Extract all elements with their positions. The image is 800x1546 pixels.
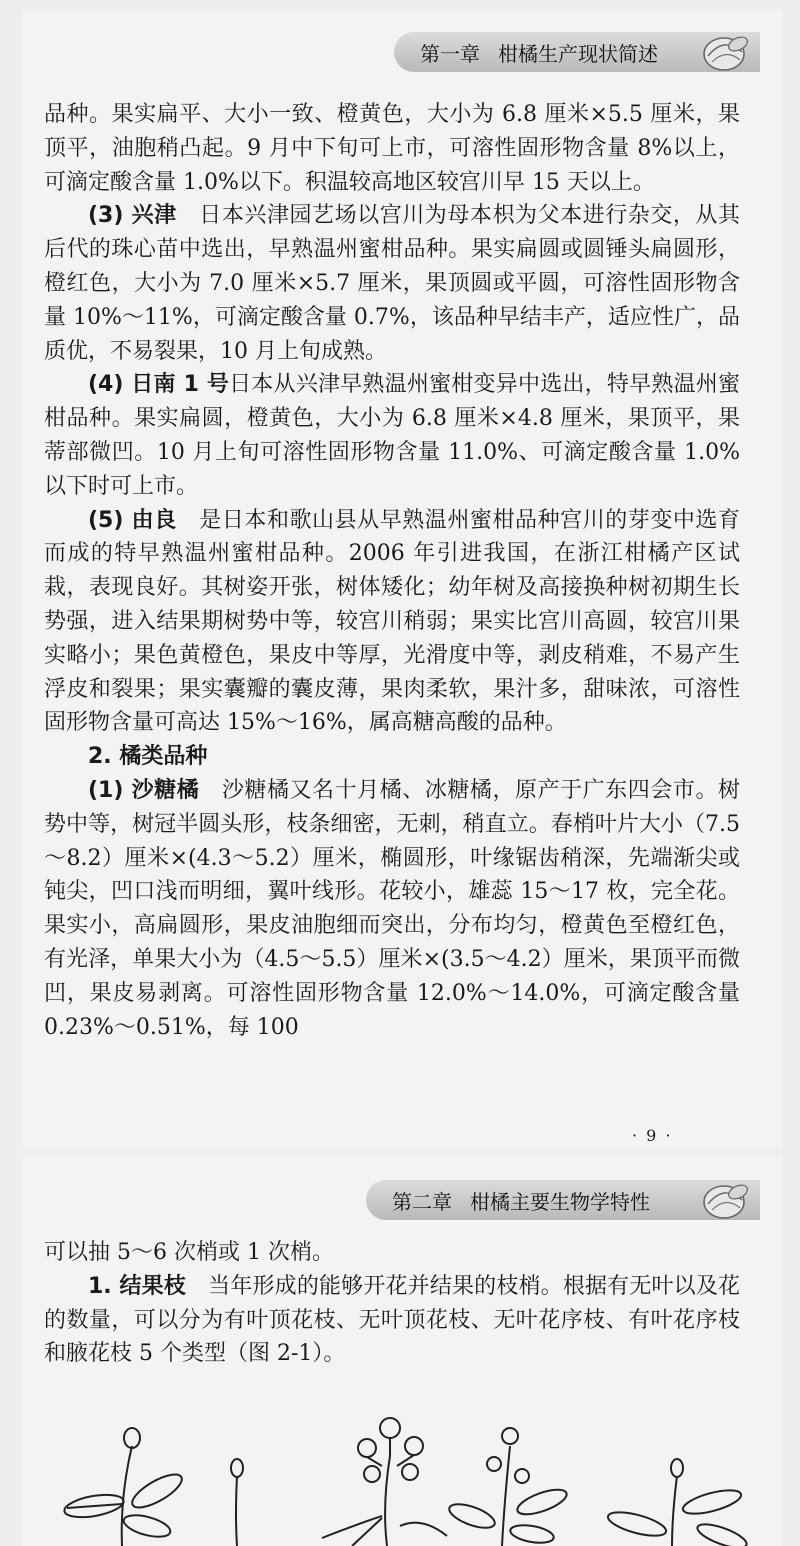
variety-heading: (3) 兴津 [88,203,177,229]
book-page-next [22,1156,782,1546]
paragraph-text: 日本兴津园艺场以宫川为母本枳为父本进行杂交，从其后代的珠心苗中选出，早熟温州蜜柑品种。果实扁圆或圆锤头扁圆形，橙红色，大小为 7.0 厘米×5.7 厘米，果顶圆或平圆，可溶性固形物含量 10%～11%，可滴定酸含量 0.7%，该品种早结丰产，适应性广，品质优，不易裂果，10 月上旬成熟。 [44,203,740,364]
page-body [44,98,740,1044]
paragraph [44,504,740,741]
fruiting-branch-figure [22,1406,782,1546]
paragraph [44,98,740,199]
branch-illustration-5 [606,1459,749,1546]
chapter-title: 柑橘生产现状简述 [498,41,658,66]
section-heading-text: 2. 橘类品种 [88,744,208,770]
section-heading-text: 1. 结果枝 [88,1273,186,1299]
paragraph [44,774,740,1044]
branch-illustration-2 [231,1459,243,1546]
chapter-number: 第一章 [420,41,480,66]
paragraph-text: 可以抽 5～6 次梢或 1 次梢。 [44,1240,334,1265]
page-body [44,1236,740,1371]
variety-heading: (5) 由良 [88,507,177,533]
paragraph-text: 沙糖橘又名十月橘、冰糖橘，原产于广东四会市。树势中等，树冠半圆头形，枝条细密，无刺，稍直立。春梢叶片大小（7.5～8.2）厘米×(4.3～5.2）厘米，椭圆形，叶缘锯齿稍深，先端渐尖或钝尖，凹口浅而明细，翼叶线形。花较小，雄蕊 15～17 枚，完全花。果实小，高扁圆形，果皮油胞细而突出，分布均匀，橙黄色至橙红色，有光泽，单果大小为（4.5～5.5）厘米×(3.5～4.2）厘米，果顶平而微凹，果皮易剥离。可溶性固形物含量 12.0%～14.0%，可滴定酸含量 0.23%～0.51%，每 100 [44,777,740,1040]
chapter-header [366,1180,760,1220]
citrus-logo-icon [698,1174,754,1226]
book-page-9 [22,10,782,1148]
paragraph-text: 当年形成的能够开花并结果的枝梢。根据有无叶以及花的数量，可以分为有叶顶花枝、无叶顶花枝、无叶花序枝、有叶花序枝和腋花枝 5 个类型（图 2-1）。 [44,1273,740,1367]
branch-illustration-4 [446,1428,569,1546]
paragraph [44,199,740,368]
paragraph [44,368,740,503]
variety-heading: (1) 沙糖橘 [88,777,200,803]
chapter-title: 柑橘主要生物学特性 [470,1189,650,1214]
paragraph-text: 日本从兴津早熟温州蜜柑变异中选出，特早熟温州蜜柑品种。果实扁圆，橙黄色，大小为 6.8 厘米×4.8 厘米，果顶平，果蒂部微凹。10 月上旬可溶性固形物含量 11.0%、可滴定酸含量 1.0%以下时可上市。 [44,372,740,499]
branch-illustration-3 [322,1418,447,1546]
branch-illustration-1 [63,1428,187,1546]
paragraph-text: 品种。果实扁平、大小一致、橙黄色，大小为 6.8 厘米×5.5 厘米，果顶平，油胞稍凸起。9 月中下旬可上市，可溶性固形物含量 8%以上，可滴定酸含量 1.0%以下。积温较高地区较宫川早 15 天以上。 [44,102,740,195]
section-heading [44,740,740,774]
page-number: · 9 · [632,1126,673,1145]
chapter-header [394,32,760,72]
citrus-logo-icon [698,26,754,78]
variety-heading: (4) 日南 1 号 [88,372,230,398]
paragraph [44,1236,740,1270]
chapter-number: 第二章 [392,1189,452,1214]
paragraph [44,1270,740,1371]
paragraph-text: 是日本和歌山县从早熟温州蜜柑品种宫川的芽变中选育而成的特早熟温州蜜柑品种。2006 年引进我国，在浙江柑橘产区试栽，表现良好。其树姿开张，树体矮化；幼年树及高接换种树初期生长势强，进入结果期树势中等，较宫川稍弱；果实比宫川高圆，较宫川果实略小；果色黄橙色，果皮中等厚，光滑度中等，剥皮稍难，不易产生浮皮和裂果；果实囊瓣的囊皮薄，果肉柔软，果汁多，甜味浓，可溶性固形物含量可高达 15%～16%，属高糖高酸的品种。 [44,507,740,736]
